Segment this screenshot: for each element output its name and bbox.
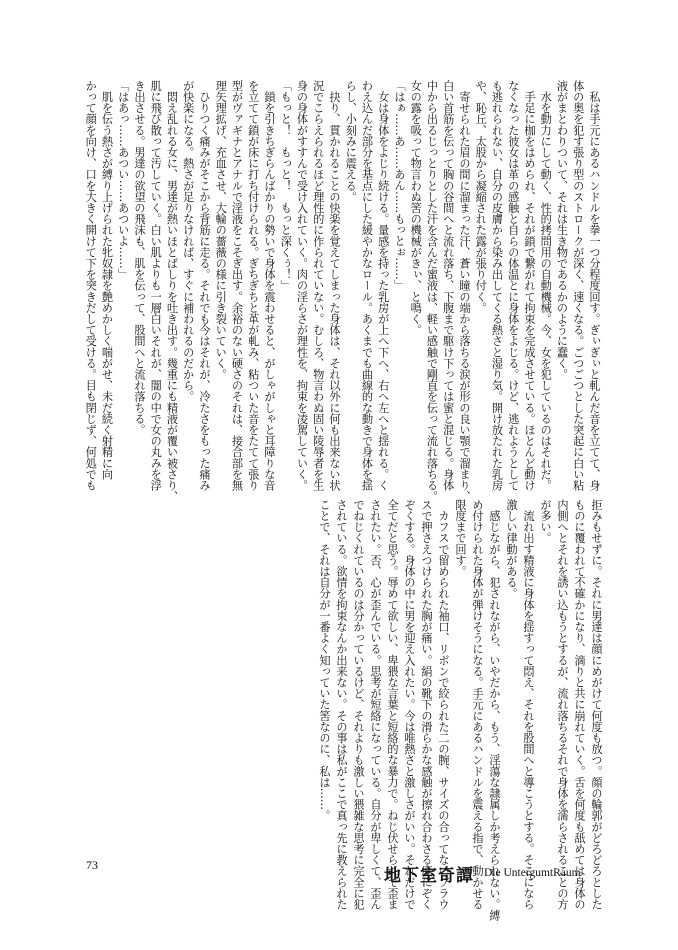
text-column: 女は身体をよじり続ける。量感を持った乳房が上へ下へ、右へ左へと揺れる。く — [376, 80, 390, 491]
text-column: 白い首筋を伝って胸の谷間へと流れ落ち、下腹まで駆け下っては蜜と混じる。身体 — [441, 80, 455, 491]
text-column: なくなった彼女は革の感触と自らの体温とに身体をよじる。けど、逃れようとして — [506, 80, 520, 491]
text-column: や、恥丘、太股から凝縮された露が張り付く。 — [474, 80, 488, 314]
text-column: 女の露を吸って物言わぬ筈の機械がきぃ、と鳴く。 — [409, 80, 423, 336]
text-column: かって顔を向け、口を大きく開けて下を突きだして受ける。目も閉じず、何処でも — [84, 80, 98, 491]
text-column: 液がまとわりついて、それは生き物であるかのように蠢く。 — [555, 80, 569, 380]
text-column: されている。欲情を拘束なんか出来ない。その事は私がここで真っ先に教えられた — [335, 499, 348, 910]
text-column: カフスで留められた袖口、リボンで絞られた二の腕、サイズの合ってないブラウ — [437, 499, 450, 910]
text-column: 私は手元にあるハンドルを拳一つ分程度回す。ぎぃぎぃと軋んだ音を立てて、身 — [588, 80, 601, 491]
text-column: されたい。否、心が歪んでいる。思考が短絡になっている。自分が卑しくて、歪ん — [369, 499, 382, 910]
text-column: 感じながら、犯されながら、いやだから、もう、淫蕩な隷属しか考えられない。縛 — [488, 499, 501, 921]
text-column: ことで、それは自分が一番よく知っていた筈なのに、私は……。 — [318, 499, 331, 821]
text-column: 肌を伝う熱さが縛り上げられた牝奴隷を艶めかしく喘がせ、未だ続く射精に向 — [100, 80, 114, 480]
text-column: 拒みもせずに。それに男達は顔にめがけて何度も放つ。顔の輪郭がどろどろとした — [590, 499, 603, 910]
text-column: 限度まで回す。 — [454, 499, 467, 577]
text-column: ぞくする。身体の中に男を迎え入れたい。今は唯熱さと激しさがいい。それだけで — [403, 499, 416, 910]
text-column: 型がヴァギナとアナルで淫液をこそぎ出す。余裕のない硬さのそれは、接合部を無 — [230, 80, 244, 491]
text-column: が多い。 — [539, 499, 552, 544]
text-column: 身の身体がすすんで受け入れていく。肉の淫らさが理性を、拘束を凌駕していく。 — [295, 80, 309, 491]
text-column: 水を動力にして動く、性的拷問用の自動機械。今、女を犯しているのはそれだ。 — [539, 80, 553, 491]
text-column: ものに覆われて不確かになり、滴りと共に崩れていく。舌を何度も舐めては身体の — [573, 499, 586, 910]
text-column: 寄せられた眉の間に溜まった汗、蒼い瞳の端から落ちる涙が形の良い顎で溜まり、 — [458, 80, 471, 502]
text-column: ひりつく痛みがそこから背筋に走る。それでも今はそれが、冷たさをもった痛み — [198, 80, 211, 491]
text-column: 内側へとそれを誘い込もうとするが、流れ落ちるそれで身体を濡らされることの方 — [556, 499, 569, 910]
text-column: 況でこらえられるほど理性的に作られていない。むしろ、物言わぬ固い陵辱者を生 — [311, 80, 325, 491]
series-title: 地下室奇譚 — [384, 866, 474, 886]
text-column: が快楽になる。熱さが足りなければ、すぐに補われるのだから。 — [181, 80, 195, 402]
text-column: らし、小刻みに震える。 — [344, 80, 358, 203]
text-column: も逃れられない、自分の皮膚から染み出してくる熱さと湿り気。開け放たれた乳房 — [490, 80, 504, 491]
page-number: 73 — [86, 858, 98, 872]
text-column: スで押さえつけられた胸が痛い。絹の靴下の滑らかな感触が擦れ合わさる度にぞく — [420, 499, 433, 910]
text-column: 全てだと思う。辱めて欲しい、卑猥な言葉と短絡的な暴力で。ねじ伏せられて歪ま — [386, 499, 399, 910]
text-column: 手足に枷をはめられ、それが鎖で繋がれて拘束を完成させている。ほとんど動け — [523, 80, 536, 491]
upper-text-block — [82, 80, 602, 502]
text-column: 激しい律動がある。 — [505, 499, 518, 599]
text-column: 「もっと！ もっと！ もっと深くぅ！」 — [279, 80, 293, 291]
text-column: き出させる。男達の欲望の飛沫も、肌を伝って、股間へと流れ落ちる。 — [133, 80, 146, 436]
text-column: 理矢理拡げ、充血させ、大輪の薔薇の様に引き裂いていく。 — [214, 80, 228, 380]
text-column: 抉り、貫かれることの快楽を覚えてしまった身体は、それ以外に何も出来ない状 — [328, 80, 341, 491]
text-column: 「はぁ……あ……あん……もっとぉ……」 — [393, 80, 406, 291]
text-column: 鎖を引きちぎらんばかりの勢いで身体を震わせると、がしゃがしゃと耳障りな音 — [263, 80, 276, 491]
lower-text-block — [316, 499, 605, 921]
text-column: め付けられた身体が弾けそうになる。手元にあるハンドルを震える指で、動かせる — [471, 499, 484, 910]
text-column: 「はあっ……あつい……あついよ……」 — [116, 80, 130, 280]
text-column: 肌に飛び散って汚していく。白い肌よりも一層白いそれが、闇の中で女の丸みを浮 — [149, 80, 163, 491]
text-column: 中から出るじっとりとした汗を含んだ蜜液は、軽い感触で剛直を伝って流れ落ちる。 — [425, 80, 439, 502]
text-column: 体の奥を犯す張り型のストロークが深く、速くなる。ごつごつとした突起に白い粘 — [571, 80, 585, 491]
text-column: わえ込んだ部分を基点にした緩やかなロール。あくまでも曲線的な動きで身体を揺 — [360, 80, 374, 491]
text-column: 悶え乱れる女に、男達が熱いほとばしりを吐き出す。幾重にも精液が覆い被さり、 — [165, 80, 179, 502]
text-column: を立てて鎖が床に打ち付けられる。ぎちぎちと革が軋み、粘ついた音をたてて張り — [246, 80, 260, 491]
series-subtitle: Die UntergumtRaum — [484, 867, 581, 879]
text-column: でねじくれているのは分かっているけど、それよりも激しい猥雑な思考に完全に犯 — [352, 499, 365, 910]
text-column: 流れ出す精液に身体を揺すって悶え、それを股間へと導こうとする。そこになら — [522, 499, 535, 910]
